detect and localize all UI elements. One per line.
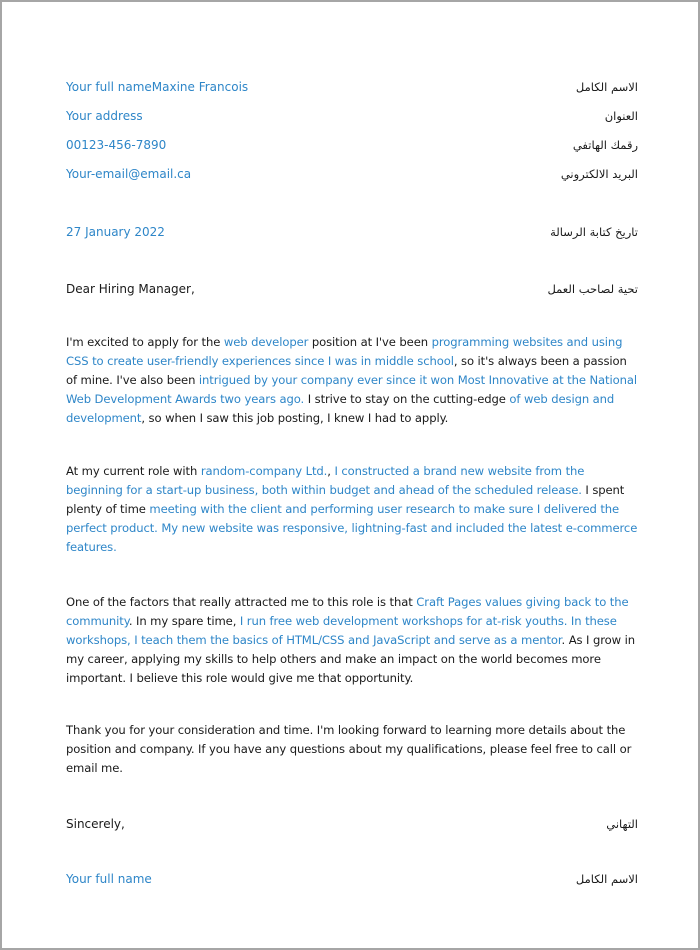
- body-text: . In my spare time,: [128, 614, 240, 628]
- signature-row: [66, 869, 638, 889]
- placeholder-text[interactable]: meeting with the client and performing user research to make sure I delivered the perfect product. My new website was responsive, lightning-fast and included the latest e-commerce features.: [66, 502, 638, 554]
- paragraph-intro: [66, 333, 641, 428]
- body-text: ,: [327, 464, 335, 478]
- placeholder-text[interactable]: intrigued by your company ever since it won Most Innovative at the National Web Development Awards two years ago.: [66, 373, 637, 406]
- closing-row: [66, 814, 638, 834]
- signature-label-ar: الاسم الكامل: [575, 872, 638, 886]
- body-text: . As I grow in my career, applying my skills to help others and make an impact on the world becomes more important. I believe this role would give me that opportunity.: [66, 633, 635, 685]
- body-text: I spent plenty of time: [66, 483, 625, 516]
- closing-label-ar: التهاني: [606, 817, 638, 831]
- date-row: [66, 222, 638, 242]
- body-text: I'm excited to apply for the: [66, 335, 224, 349]
- greeting-text: Dear Hiring Manager,: [66, 282, 195, 296]
- address-row: [66, 106, 638, 126]
- body-text: I strive to stay on the cutting-edge: [304, 392, 510, 406]
- placeholder-text[interactable]: Craft Pages values giving back to the community: [66, 595, 629, 628]
- phone-label-ar: رقمك الهاتفي: [572, 138, 638, 152]
- email-field[interactable]: Your-email@email.ca: [66, 167, 192, 181]
- body-text: position at I've been: [308, 335, 432, 349]
- placeholder-text[interactable]: I run free web development workshops for at-risk youths. In these workshops, I teach them the basics of HTML/CSS and JavaScript and serve as a mentor: [66, 614, 617, 647]
- address-label-ar: العنوان: [604, 109, 638, 123]
- email-label-ar: البريد الالكتروني: [560, 167, 638, 181]
- paragraph-thanks: [66, 721, 641, 778]
- full-name-row: [66, 77, 638, 97]
- email-row: [66, 164, 638, 184]
- address-field[interactable]: Your address: [66, 109, 143, 123]
- greeting-label-ar: تحية لصاحب العمل: [547, 282, 638, 296]
- date-field[interactable]: 27 January 2022: [66, 225, 165, 239]
- phone-row: [66, 135, 638, 155]
- signature-field[interactable]: Your full name: [66, 872, 152, 886]
- placeholder-text[interactable]: I constructed a brand new website from the beginning for a start-up business, both within budget and ahead of the scheduled release.: [66, 464, 585, 497]
- full-name-label-ar: الاسم الكامل: [575, 80, 638, 94]
- paragraph-experience: [66, 462, 641, 557]
- body-text: , so when I saw this job posting, I knew I had to apply.: [141, 411, 449, 425]
- placeholder-text[interactable]: web developer: [223, 335, 309, 349]
- phone-field[interactable]: 00123-456-7890: [66, 138, 167, 152]
- placeholder-text[interactable]: programming websites and using CSS to create user-friendly experiences since I was in middle school: [66, 335, 623, 368]
- greeting-row: [66, 279, 638, 299]
- date-label-ar: تاريخ كتابة الرسالة: [550, 225, 638, 239]
- paragraph-motivation: [66, 593, 641, 688]
- placeholder-text[interactable]: of web design and development: [66, 392, 615, 425]
- body-text: At my current role with: [66, 464, 201, 478]
- body-text: , so it's always been a passion of mine. I've also been: [66, 354, 627, 387]
- closing-text: Sincerely,: [66, 817, 125, 831]
- placeholder-text[interactable]: random-company Ltd.: [200, 464, 328, 478]
- body-text: Thank you for your consideration and time. I'm looking forward to learning more details about the position and company. If you have any questions about my qualifications, please feel free to call or email me.: [66, 723, 632, 775]
- body-text: One of the factors that really attracted me to this role is that: [66, 595, 417, 609]
- full-name-field[interactable]: Your full nameMaxine Francois: [66, 80, 249, 94]
